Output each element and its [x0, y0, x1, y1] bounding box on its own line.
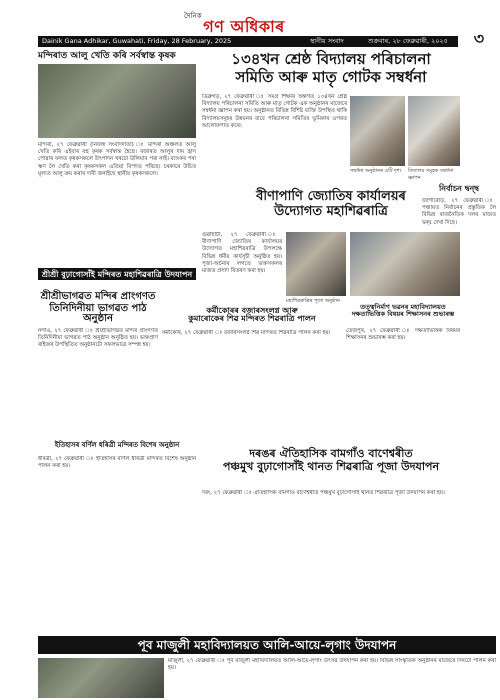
mid-small-headline-1: কৰ্মীকোৰৰ বজাৰসংলগ্ন আৰু [206, 305, 298, 315]
potato-field-photo [38, 64, 196, 138]
award-caption-1: সম্বৰ্ধনা অনুষ্ঠানৰ এটি দৃশ্য [350, 168, 402, 174]
left-story-2-headline-2: তিনিদিনীয়া ভাগৱত পাঠ অনুষ্ঠান [49, 302, 147, 324]
page-number: ৩ [473, 29, 485, 48]
award-photo-1 [350, 96, 405, 166]
top-right-headline-2: সমিতি আৰু মাতৃ গোটক সম্বৰ্ধনা [235, 67, 427, 86]
mid-small-headline-2: কুমাৰোকেৰ শিৱ মন্দিৰত শিৱৰাত্ৰি পালন [188, 313, 316, 324]
left-lower-body: ধৰিত্ৰী, ২৭ ফেব্ৰুৱাৰী ঃ ইতিহাসৰ বৰ্ণিল ধৰিত্ৰী মন্দিৰত বিশেষ অনুষ্ঠান পালন কৰা হয়। [38, 456, 196, 470]
bottom-banner-body: মাজুলী, ২৭ ফেব্ৰুৱাৰী ঃ পূব মাজুলী মহাবিদ্যালয়ত আলি-আয়ে-লৃগাং উৎসৱ উদযাপন কৰা হয়। বিভিন্ন সাংস্কৃতিক অনুষ্ঠানৰ মাজেৰে দিনটো পালন কৰা হয়। [168, 658, 496, 672]
section-label: স্থানীয় সংবাদ [310, 37, 344, 45]
masthead-title: গণ অধিকাৰ [203, 17, 285, 36]
top-right-body: ডিব্ৰুগড়, ২৭ ফেব্ৰুৱাৰী ঃ সমগ্ৰ শিক্ষাৰ অন্তৰ্গত ১৩৪খন শ্ৰেষ্ঠ বিদ্যালয় পৰিচালনা সমিতি আৰু মাতৃ গোটক এক অনুষ্ঠানৰ মাজেৰে সম্বৰ্ধনা জ্ঞাপন কৰা হয়। অনুষ্ঠানত বিভিন্ন বিশিষ্ট ব্যক্তি উপস্থিত থাকি বিদ্যালয়সমূহৰ উন্নয়নৰ বাবে পৰিচালনা সমিতিৰ ভূমিকাৰ ওপৰত আলোকপাত কৰে। [202, 94, 347, 129]
mid-right-body: গুৱাহাটী, ২৭ ফেব্ৰুৱাৰী ঃ বীণাপাণি জ্যোতিষ কাৰ্যালয়ৰ উদ্যোগত মহাশিৱৰাত্ৰি উপলক্ষে বিভিন্ন ধৰ্মীয় কাৰ্যসূচী অনুষ্ঠিত হয়। পূজা-অৰ্চনাৰ লগতে ভক্তসকলৰ মাজত প্ৰসাদ বিতৰণ কৰা হয়। [202, 232, 282, 275]
training-headline-1: তত্ত্বনিৰ্মাণ ভৱনৰ মহাবিদ্যালয়ত [360, 303, 446, 311]
left-story-2-body: নগাঁও, ২৭ ফেব্ৰুৱাৰী ঃ শ্ৰীশ্ৰীভাগৱত মন্দিৰ প্ৰাংগণত তিনিদিনীয়া ভাগৱত পাঠ অনুষ্ঠান অনুষ্ঠিত হয়। ভক্তপ্ৰাণ ৰাইজৰ উপস্থিতিত অনুষ্ঠানটো সফলভাৱে সম্পন্ন হয়। [38, 328, 158, 349]
top-left-headline: মন্দিৰাত আলু খেতি কৰি সৰ্বস্বান্ত কৃষক [38, 51, 176, 61]
top-left-body: মন্দিৰা, ২৭ ফেব্ৰুৱাৰী (নিজস্ব সংবাদদাতা) ঃ মন্দিৰা অঞ্চলত আলু খেতি কৰি এইবাৰ বহু কৃষক সৰ্বস্বান্ত হৈছে। বজাৰত আলুৰ দাম হ্ৰাস পোৱাৰ ফলত কৃষকসকলে উৎপাদন খৰচো উলিয়াব পৰা নাই। ব্যাংকৰ পৰা ঋণ লৈ খেতি কৰা কৃষকসকল এতিয়া বিপদত পৰিছে। চৰকাৰে উচিত মূল্যত আলু ক্ৰয় কৰাৰ দাবী জনাইছে স্থানীয় কৃষকসকলে। [38, 142, 196, 177]
masthead [174, 14, 314, 34]
shivratri-photo-1 [286, 232, 346, 296]
lower-center-headline-box [202, 448, 460, 486]
masthead-small: দৈনিক [184, 12, 202, 20]
bottom-banner-photo [38, 658, 164, 698]
top-right-headline-1: ১৩৪খন শ্ৰেষ্ঠ বিদ্যালয় পৰিচালনা [231, 50, 431, 68]
date-line: শুক্ৰবাৰ, ২৮ ফেব্ৰুৱাৰী, ২০২৫ [368, 37, 448, 45]
right-column-headline: নিৰ্বাচন দ্বন্দ্ব [439, 183, 479, 193]
right-column-headline-box [422, 184, 496, 196]
mid-right-headline-1: বীণাপাণি জ্যোতিষ কাৰ্যালয়ৰ [256, 189, 406, 204]
top-left-headline-box [38, 52, 196, 62]
right-column-body: জাগীৰোড়, ২৭ ফেব্ৰুৱাৰী ঃ পঞ্চায়ত নিৰ্বাচনৰ প্ৰস্তুতিক লৈ বিভিন্ন ৰাজনৈতিক দলৰ মাজত দ্বন্দ্ব দেখা দিছে। [422, 198, 496, 226]
edition-line: Dainik Gana Adhikar, Guwahati, Friday, 28 February, 2025 [42, 37, 232, 45]
lower-center-headline-2: পঞ্চমুখ বুঢ়াগোসাঁই থানত শিৱৰাত্ৰি পূজা উদযাপন [222, 459, 440, 473]
left-lower-headline: ইতিহাসৰ বৰ্ণিল ধৰিত্ৰী মন্দিৰত বিশেষ অনুষ্ঠান [54, 441, 180, 449]
mid-small-headline-box [162, 306, 342, 328]
training-body: তেজপুৰ, ২৭ ফেব্ৰুৱাৰী ঃ দক্ষতাভিত্তিক বিষয়ৰ শিক্ষাসনৰ শুভাৰম্ভ কৰা হয়। [346, 328, 460, 342]
bottom-banner: পূব মাজুলী মহাবিদ্যালয়ত আলি-আয়ে-লৃগাং উদযাপন [38, 636, 496, 654]
mid-small-body: কৰ্মীকোৰ, ২৭ ফেব্ৰুৱাৰী ঃ বজাৰসংলগ্ন শিৱ মন্দিৰত শিৱৰাত্ৰি পালন কৰা হয়। [162, 330, 331, 336]
left-story-2-headline-1: শ্ৰীশ্ৰীভাগৱত মন্দিৰ প্ৰাংগণত [40, 291, 156, 302]
award-caption-2: বিদ্যালয় সমূহক সম্বৰ্ধনা জ্ঞাপন [408, 168, 454, 181]
award-photo-2 [408, 96, 460, 166]
left-lower-headline-box [38, 442, 196, 454]
left-story-2-headline-box [38, 292, 158, 326]
lower-center-headline-1: দৰঙৰ ঐতিহাসিক বামগাঁও বাণেশ্বৰীত [249, 447, 413, 460]
header-bar [38, 36, 458, 47]
mid-right-headline-2: উদ্যোগত মহাশিৱৰাত্ৰি [274, 203, 388, 219]
training-headline-2: দক্ষতাভিত্তিক বিষয়ৰ শিক্ষাসনৰ শুভাৰম্ভ [351, 309, 455, 318]
lower-center-body: দৰং, ২৭ ফেব্ৰুৱাৰী ঃ ঐতিহাসিক বামগাঁও বাণেশ্বৰীত পঞ্চমুখ বুঢ়াগোসাঁই থানত শিৱৰাত্ৰি পূজা উদযাপন কৰা হয়। [202, 490, 445, 496]
shivratri-caption: মহাশিৱৰাত্ৰিৰ পূজা অনুষ্ঠান [286, 298, 340, 304]
page-header [0, 0, 500, 48]
top-right-headline-box [202, 52, 460, 92]
banner-left-1: শ্ৰীশ্ৰী বুঢ়াগোসাঁই মন্দিৰত মহাশিৱৰাত্ৰি উদযাপন [38, 268, 196, 280]
